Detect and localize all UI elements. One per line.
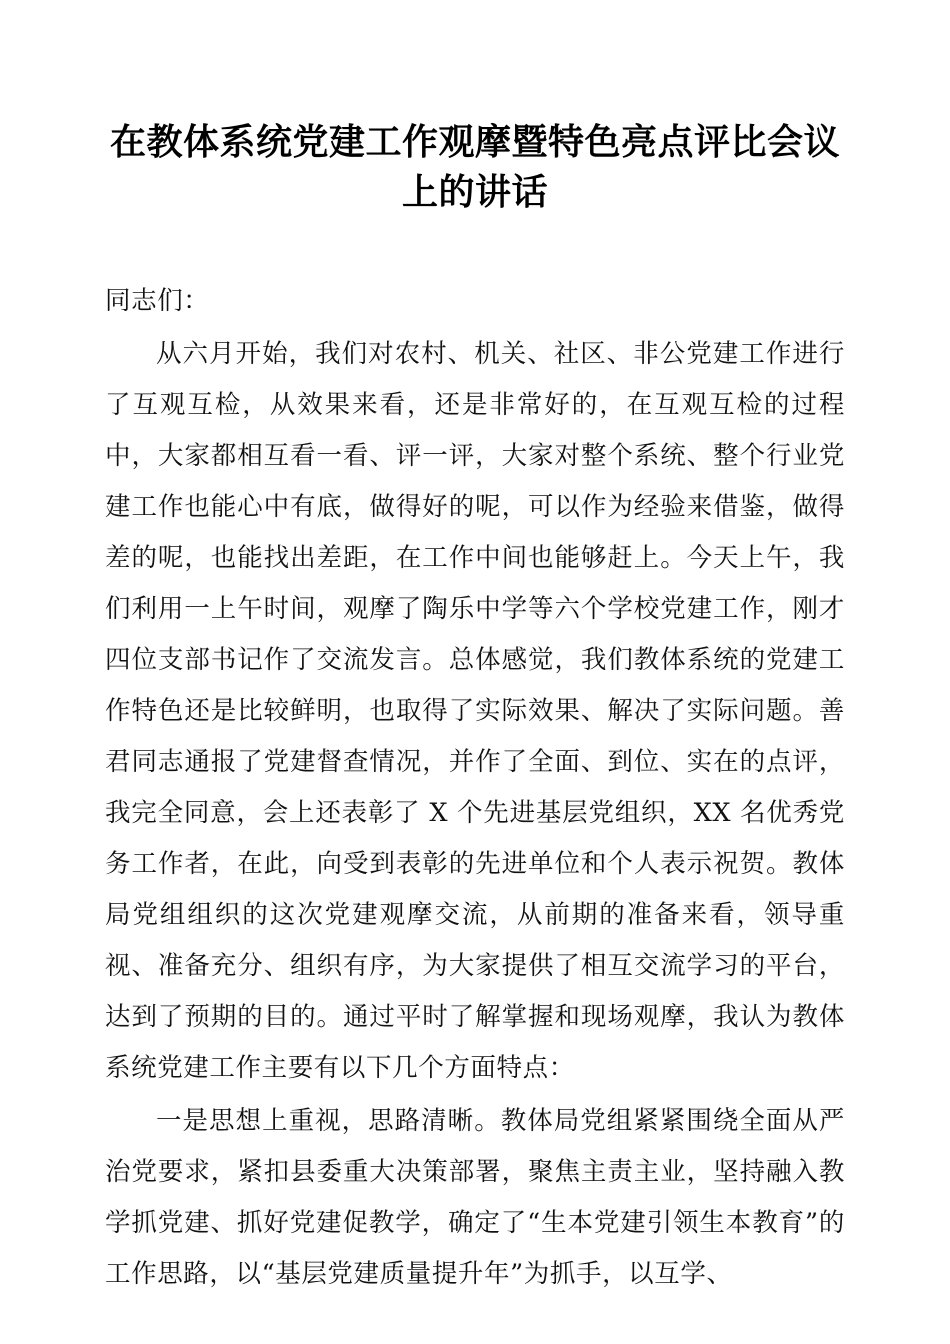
document-body bbox=[105, 276, 845, 1300]
paragraph-body-2: 一是思想上重视，思路清晰。教体局党组紧紧围绕全面从严治党要求，紧扣县委重大决策部署，聚焦主责主业，坚持融入教学抓党建、抓好党建促教学，确定了“生本党建引领生本教育”的工作思路，以“基层党建质量提升年”为抓手，以互学、 bbox=[105, 1106, 845, 1289]
paragraph-salutation: 同志们： bbox=[105, 286, 210, 316]
page-title: 在教体系统党建工作观摩暨特色亮点评比会议上的讲话 bbox=[109, 122, 840, 213]
paragraph-body-1: 从六月开始，我们对农村、机关、社区、非公党建工作进行了互观互检，从效果来看，还是非常好的，在互观互检的过程中，大家都相互看一看、评一评，大家对整个系统、整个行业党建工作也能心中有底，做得好的呢，可以作为经验来借鉴，做得差的呢，也能找出差距，在工作中间也能够赶上。今天上午，我们利用一上午时间，观摩了陶乐中学等六个学校党建工作，刚才四位支部书记作了交流发言。总体感觉，我们教体系统的党建工作特色还是比较鲜明，也取得了实际效果、解决了实际问题。善君同志通报了党建督查情况，并作了全面、到位、实在的点评，我完全同意，会上还表彰了 X 个先进基层党组织，XX 名优秀党务工作者，在此，向受到表彰的先进单位和个人表示祝贺。教体局党组组织的这次党建观摩交流，从前期的准备来看，领导重视、准备充分、组织有序，为大家提供了相互交流学习的平台，达到了预期的目的。通过平时了解掌握和现场观摩，我认为教体系统党建工作主要有以下几个方面特点： bbox=[105, 339, 845, 1083]
